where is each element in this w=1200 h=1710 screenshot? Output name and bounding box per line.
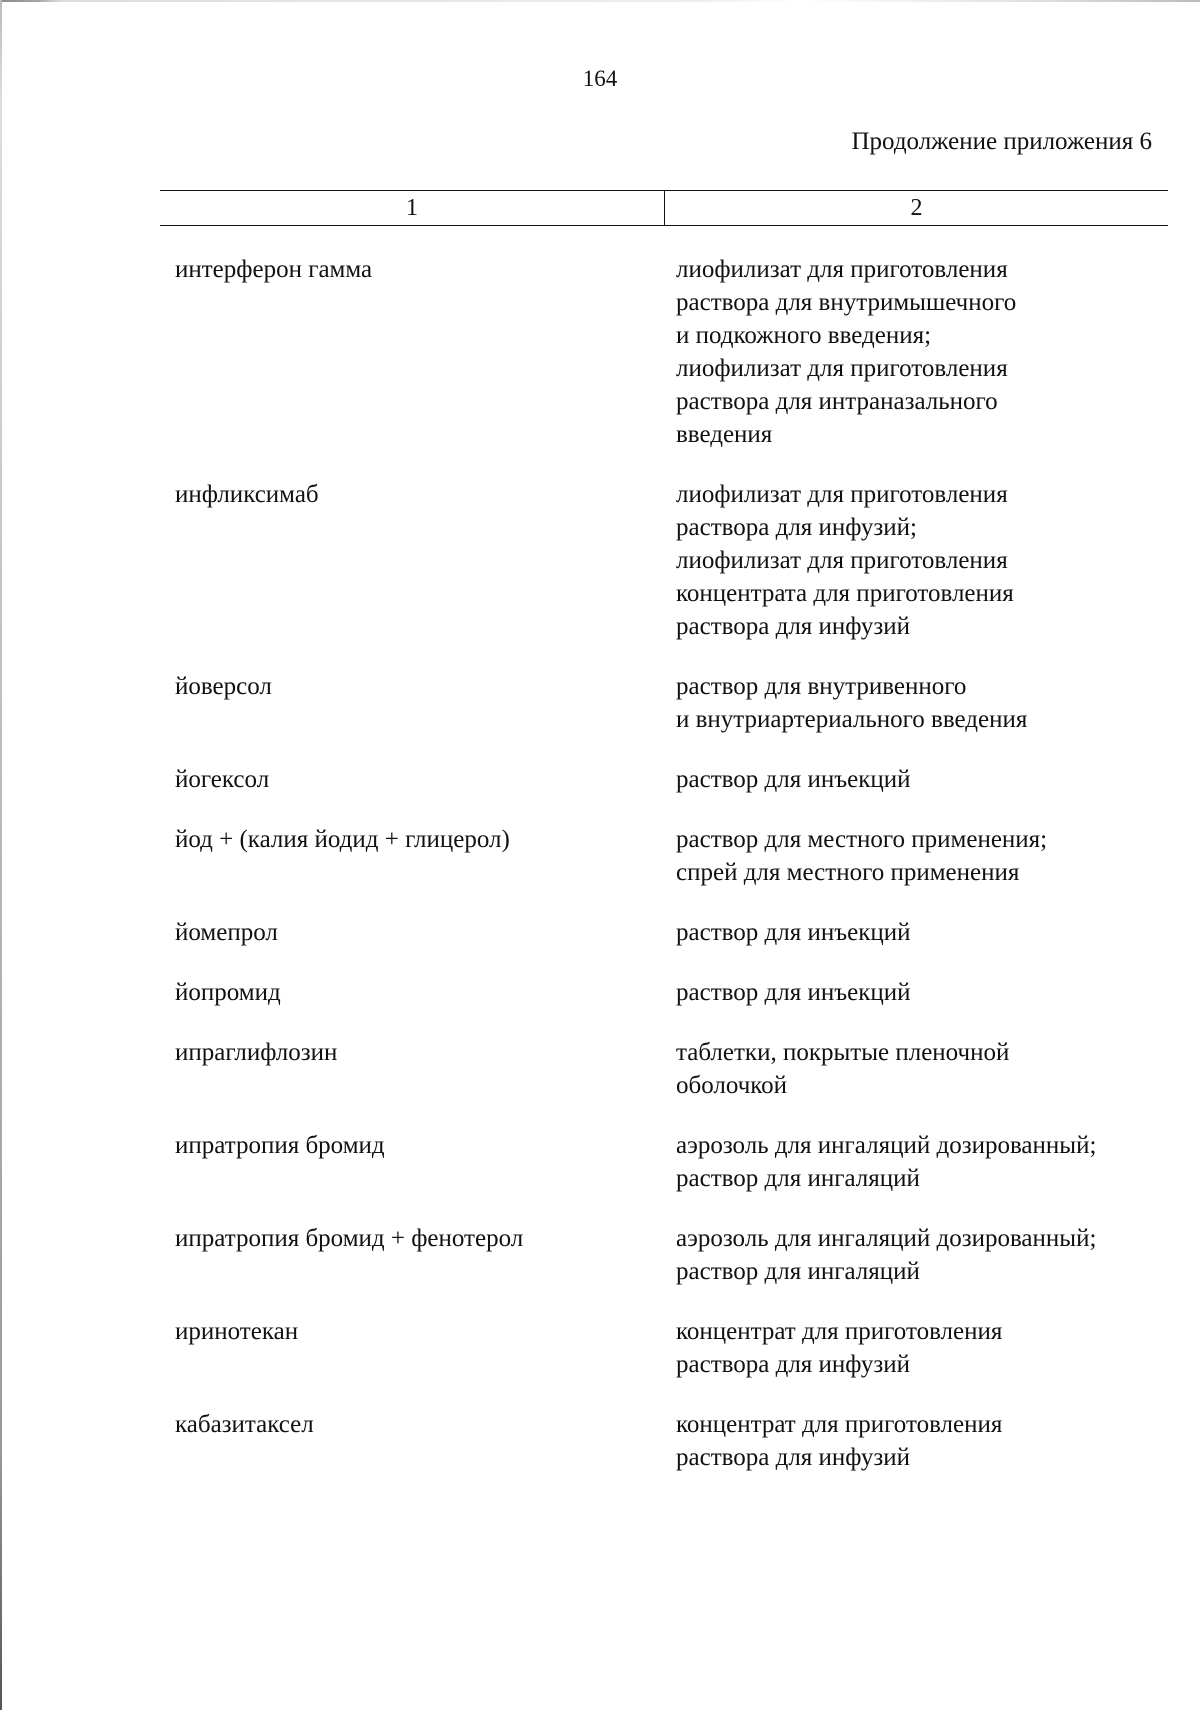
table-row <box>0 1315 1200 1381</box>
table-row <box>0 670 1200 736</box>
column-header-2: 2 <box>910 195 923 221</box>
dosage-form-line: оболочкой <box>676 1072 788 1099</box>
dosage-form-line: раствора для инфузий <box>676 613 911 640</box>
dosage-form <box>676 1222 1176 1288</box>
dosage-form-line: спрей для местного применения <box>676 859 1020 886</box>
table-row <box>0 1129 1200 1195</box>
dosage-form-line: и внутриартериального введения <box>676 706 1028 733</box>
drug-name: ипратропия бромид + фенотерол <box>175 1225 524 1252</box>
dosage-form-line: раствор для ингаляций <box>676 1258 920 1285</box>
dosage-form <box>676 916 1176 949</box>
table-row <box>0 1036 1200 1102</box>
scan-top-edge <box>0 0 1200 2</box>
dosage-form-line: раствора для инфузий <box>676 1444 911 1471</box>
table-row <box>0 478 1200 643</box>
dosage-form-line: раствор для местного применения; <box>676 826 1048 853</box>
dosage-form-line: раствора для инфузий; <box>676 514 917 541</box>
dosage-form <box>676 823 1176 889</box>
dosage-form-line: раствор для инъекций <box>676 766 911 793</box>
dosage-form-line: раствор для ингаляций <box>676 1165 920 1192</box>
dosage-form <box>676 253 1176 451</box>
dosage-form-line: введения <box>676 421 773 448</box>
dosage-form-line: раствора для инфузий <box>676 1351 911 1378</box>
dosage-form-line: концентрат для приготовления <box>676 1318 1003 1345</box>
table-row <box>0 823 1200 889</box>
table-row <box>0 976 1200 1009</box>
table-body <box>0 253 1200 1474</box>
dosage-form <box>676 1408 1176 1474</box>
dosage-form-line: раствора для интраназального <box>676 388 998 415</box>
drug-name: йоверсол <box>175 673 272 700</box>
drug-name: кабазитаксел <box>175 1411 314 1438</box>
dosage-form <box>676 1129 1176 1195</box>
dosage-form <box>676 670 1176 736</box>
drug-name: ипратропия бромид <box>175 1132 385 1159</box>
continuation-label: Продолжение приложения 6 <box>851 128 1152 155</box>
dosage-form-line: аэрозоль для ингаляций дозированный; <box>676 1132 1097 1159</box>
dosage-form-line: аэрозоль для ингаляций дозированный; <box>676 1225 1097 1252</box>
dosage-form <box>676 478 1176 643</box>
dosage-form-line: лиофилизат для приготовления <box>676 355 1008 382</box>
dosage-form-line: раствора для внутримышечного <box>676 289 1017 316</box>
dosage-form-line: таблетки, покрытые пленочной <box>676 1039 1010 1066</box>
drug-name: интерферон гамма <box>175 256 373 283</box>
dosage-form <box>676 763 1176 796</box>
dosage-form <box>676 1315 1176 1381</box>
drug-name: йопромид <box>175 979 281 1006</box>
dosage-form-line: раствор для внутривенного <box>676 673 967 700</box>
dosage-form-line: и подкожного введения; <box>676 322 932 349</box>
table-row <box>0 763 1200 796</box>
drug-name: инфликсимаб <box>175 481 319 508</box>
dosage-form <box>676 976 1176 1009</box>
dosage-form-line: раствор для инъекций <box>676 919 911 946</box>
drug-name: иринотекан <box>175 1318 299 1345</box>
table-header <box>160 190 1168 226</box>
drug-name: йод + (калия йодид + глицерол) <box>175 826 510 853</box>
table-row <box>0 1408 1200 1474</box>
drug-name: ипраглифлозин <box>175 1039 338 1066</box>
dosage-form-line: концентрата для приготовления <box>676 580 1014 607</box>
table-row <box>0 1222 1200 1288</box>
drug-name: йогексол <box>175 766 270 793</box>
dosage-form-line: лиофилизат для приготовления <box>676 256 1008 283</box>
column-header-1: 1 <box>160 191 665 225</box>
table-row <box>0 916 1200 949</box>
drug-name: йомепрол <box>175 919 278 946</box>
page-number: 164 <box>582 66 618 91</box>
dosage-form-line: лиофилизат для приготовления <box>676 481 1008 508</box>
dosage-form <box>676 1036 1176 1102</box>
dosage-form-line: концентрат для приготовления <box>676 1411 1003 1438</box>
table-row <box>0 253 1200 451</box>
dosage-form-line: лиофилизат для приготовления <box>676 547 1008 574</box>
dosage-form-line: раствор для инъекций <box>676 979 911 1006</box>
